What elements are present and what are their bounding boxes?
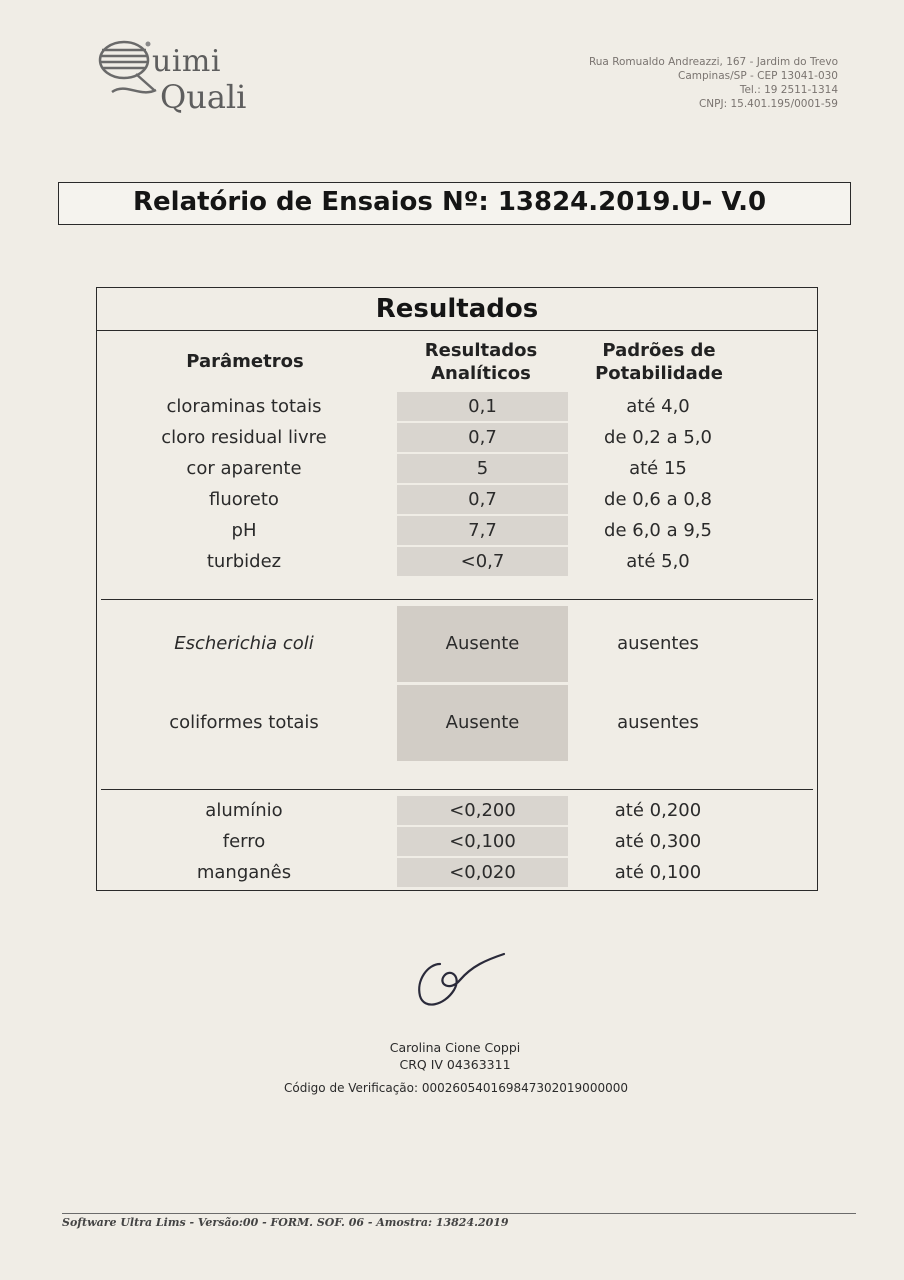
parameter-name: ferro [222,831,266,852]
potability-standard: até 4,0 [626,396,690,417]
address-cnpj: CNPJ: 15.401.195/0001-59 [698,98,838,110]
result-value: Ausente [397,685,568,761]
result-value: 0,7 [397,485,568,514]
footer-text: Software Ultra Lims - Versão:00 - FORM. SOF. 06 - Amostra: 13824.2019 [62,1216,509,1229]
results-heading: Resultados [97,288,817,331]
table-row [97,423,817,452]
result-value: <0,020 [397,858,568,887]
parameter-name: coliformes totais [169,712,319,733]
parameter-name: fluoreto [209,489,279,510]
parameter-name: turbidez [206,551,282,572]
section-divider [101,599,813,600]
results-table [96,287,818,891]
column-header-standards: Padrões de Potabilidade [595,340,723,384]
result-value: 5 [397,454,568,483]
handwritten-signature [410,950,510,1016]
table-row [97,516,817,545]
signatory-block [300,1039,610,1073]
table-row [97,685,817,761]
signatory-registration: CRQ IV 04363311 [399,1057,511,1072]
result-value: Ausente [397,606,568,682]
table-row [97,547,817,576]
result-value: 0,7 [397,423,568,452]
parameter-name: alumínio [205,800,283,821]
logo-text-quimi: uimi [152,44,221,79]
company-logo [96,38,296,118]
parameter-name: pH [231,520,257,541]
table-row [97,606,817,682]
potability-standard: ausentes [617,712,699,733]
parameter-name: cloro residual livre [161,427,327,448]
section-divider [101,789,813,790]
result-value: <0,200 [397,796,568,825]
column-header-results: Resultados Analíticos [424,340,538,384]
potability-standard: até 0,300 [614,831,702,852]
result-value: 0,1 [397,392,568,421]
report-title: Relatório de Ensaios Nº: 13824.2019.U- V.0 [133,187,767,217]
table-row [97,858,817,887]
result-value: <0,7 [397,547,568,576]
address-city: Campinas/SP - CEP 13041-030 [677,70,838,82]
parameter-name: cor aparente [186,458,302,479]
potability-standard: de 0,6 a 0,8 [604,489,712,510]
signatory-name: Carolina Cione Coppi [389,1040,521,1055]
potability-standard: até 0,100 [614,862,702,883]
report-title-box [58,182,851,225]
column-header-parameters: Parâmetros [186,351,304,372]
address-street: Rua Romualdo Andreazzi, 167 - Jardim do Trevo [588,56,838,68]
logo-text-quali: Quali [160,78,247,116]
parameter-name: cloraminas totais [166,396,322,417]
parameter-name: manganês [196,862,292,883]
potability-standard: de 6,0 a 9,5 [604,520,712,541]
table-row [97,485,817,514]
potability-standard: até 15 [629,458,687,479]
table-row [97,796,817,825]
table-row [97,392,817,421]
parameter-name: Escherichia coli [174,633,314,654]
drop-logo-icon [96,38,160,108]
potability-standard: até 0,200 [614,800,702,821]
result-value: <0,100 [397,827,568,856]
table-row [97,454,817,483]
footer-divider [62,1213,856,1214]
result-value: 7,7 [397,516,568,545]
potability-standard: de 0,2 a 5,0 [604,427,712,448]
verification-code: Código de Verificação: 000260540169847302019000000 [284,1081,628,1095]
potability-standard: ausentes [617,633,699,654]
potability-standard: até 5,0 [626,551,690,572]
company-address [589,55,838,111]
table-row [97,827,817,856]
address-phone: Tel.: 19 2511-1314 [739,84,838,96]
